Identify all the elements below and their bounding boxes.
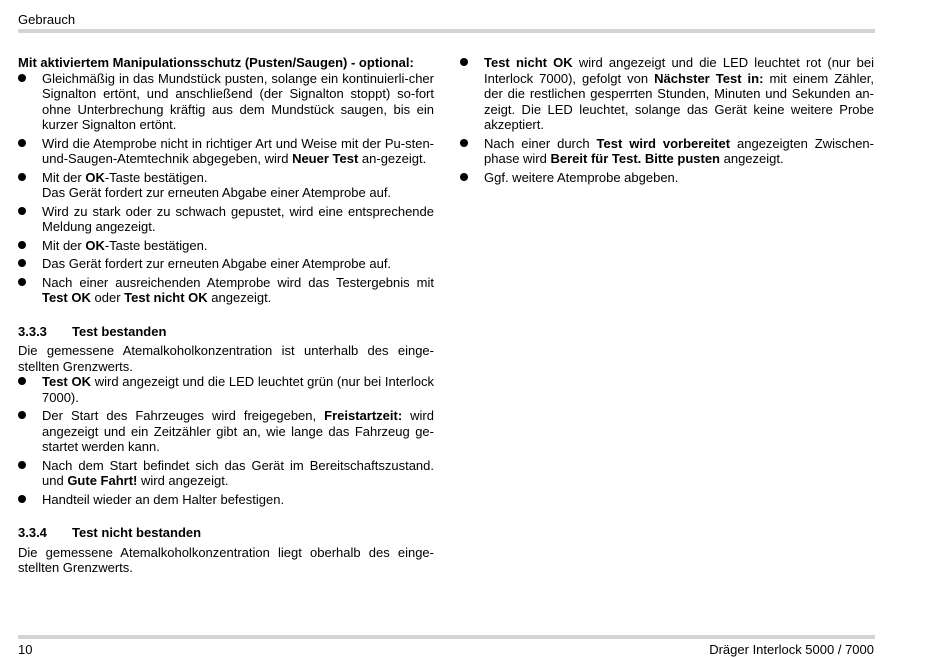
list-item: [18, 136, 434, 167]
bold-text: Test nicht OK: [124, 290, 208, 305]
text-run: angezeigt.: [207, 290, 272, 305]
list-item: [18, 71, 434, 133]
bullet-icon: [460, 139, 468, 147]
bullet-icon: [460, 173, 468, 181]
text-run: Gleichmäßig in das Mundstück pusten, solange ein kontinuierli-cher Signalton ertönt, und anschließend (der Signalton stoppt) so-fort ohne Unterbrechung kräftig aus dem Mundstück saugen, bis ein kurzer Signalton ertönt.: [42, 70, 434, 132]
text-run: Handteil wieder an dem Halter befestigen.: [42, 491, 285, 507]
section-heading: [18, 324, 434, 340]
list-item: [18, 170, 434, 201]
bold-text: Test OK: [42, 290, 91, 305]
text-run: Das Gerät fordert zur erneuten Abgabe einer Atemprobe auf.: [42, 256, 392, 271]
bold-text: Freistartzeit:: [324, 408, 403, 423]
text-run: -Taste bestätigen.: [104, 237, 208, 253]
bullet-list: [18, 71, 434, 306]
bold-text: OK: [85, 169, 105, 185]
bullet-icon: [18, 278, 26, 286]
text-run: Wird zu stark oder zu schwach gepustet, wird eine entsprechende Meldung angezeigt.: [42, 203, 434, 234]
text-run: Ggf. weitere Atemprobe abgeben.: [484, 169, 679, 185]
list-item: [18, 204, 434, 235]
bullet-icon: [18, 207, 26, 215]
bullet-icon: [18, 377, 26, 385]
section-heading: [18, 525, 434, 541]
text-run: oder: [90, 290, 125, 305]
text-run: Wird die Atemprobe nicht in richtiger Art und Weise mit der Pu-sten-und-Saugen-Atemtechnik abgegeben, wird: [42, 135, 434, 166]
text-run: wird angezeigt und die LED leuchtet rot (nur bei Interlock 7000), gefolgt von: [484, 55, 875, 86]
header-rule: [18, 29, 875, 33]
text-run: wird angezeigt.: [137, 473, 229, 488]
list-item: [460, 55, 874, 133]
bold-text: Test OK: [42, 374, 91, 389]
right-column: [460, 55, 874, 188]
bullet-icon: [18, 173, 26, 181]
text-run: mit einem Zähler, der die restlichen gesperrten Stunden, Minuten und Sekunden an-zeigt. Die LED leuchtet, solange das Gerät keine weitere Probe akzeptiert.: [484, 70, 874, 132]
bullet-icon: [18, 461, 26, 469]
text-run: Der Start des Fahrzeuges wird freigegeben,: [42, 408, 325, 423]
bullet-list: [18, 374, 434, 507]
text-run: Nach einer durch: [484, 135, 597, 151]
list-item: [18, 458, 434, 489]
list-item: [18, 408, 434, 455]
list-item: [18, 374, 434, 405]
text-run: Das Gerät fordert zur erneuten Abgabe einer Atemprobe auf.: [42, 185, 392, 200]
text-run: an-gezeigt.: [358, 151, 427, 166]
text-run: -Taste bestätigen.: [104, 169, 208, 185]
intro-heading: Mit aktiviertem Manipulationsschutz (Pusten/Saugen) - optional:: [18, 55, 414, 70]
list-item: [18, 275, 434, 306]
bold-text: OK: [85, 237, 105, 253]
bold-text: Gute Fahrt!: [67, 473, 138, 488]
section-paragraph: Die gemessene Atemalkoholkonzentration liegt oberhalb des einge-stellten Grenzwerts.: [18, 544, 434, 575]
section-title: Test nicht bestanden: [72, 525, 202, 540]
section-paragraph: Die gemessene Atemalkoholkonzentration ist unterhalb des einge-stellten Grenzwerts.: [18, 343, 434, 374]
text-run: Mit der: [42, 237, 86, 253]
text-run: angezeigten Zwischen-phase wird: [484, 135, 874, 166]
bullet-icon: [18, 74, 26, 82]
bullet-list: [460, 55, 874, 185]
text-run: wird angezeigt und die LED leuchtet grün (nur bei Interlock 7000).: [42, 374, 434, 405]
bold-text: Bereit für Test. Bitte pusten: [550, 151, 720, 166]
left-column: [18, 55, 434, 576]
bold-text: Test wird vorbereitet: [596, 135, 731, 151]
bold-text: Nächster Test in:: [654, 70, 764, 86]
bold-text: Neuer Test: [292, 151, 359, 166]
footer-title: Dräger Interlock 5000 / 7000: [709, 642, 874, 657]
bullet-icon: [460, 58, 468, 66]
text-run: wird angezeigt und ein Zeitzähler gibt an, wie lange das Fahrzeug ge-startet werden kann.: [42, 408, 434, 454]
bullet-icon: [18, 411, 26, 419]
section-number: 3.3.4: [18, 525, 47, 540]
list-item: [18, 256, 434, 272]
text-run: Nach einer ausreichenden Atemprobe wird das Testergebnis mit: [42, 274, 434, 290]
bullet-icon: [18, 139, 26, 147]
text-run: Nach dem Start befindet sich das Gerät im Bereitschaftszustand. und: [42, 457, 434, 488]
list-item: [460, 170, 874, 186]
list-item: [18, 492, 434, 508]
page-number: 10: [18, 642, 33, 657]
page-header: Gebrauch: [18, 12, 76, 27]
bold-text: Test nicht OK: [484, 55, 573, 70]
text-run: Mit der: [42, 169, 86, 185]
list-item: [460, 136, 874, 167]
section-number: 3.3.3: [18, 323, 47, 339]
footer-rule: [18, 635, 875, 639]
bullet-icon: [18, 259, 26, 267]
bullet-icon: [18, 495, 26, 503]
bullet-icon: [18, 241, 26, 249]
list-item: [18, 238, 434, 254]
section-title: Test bestanden: [72, 323, 167, 339]
text-run: angezeigt.: [720, 151, 784, 166]
